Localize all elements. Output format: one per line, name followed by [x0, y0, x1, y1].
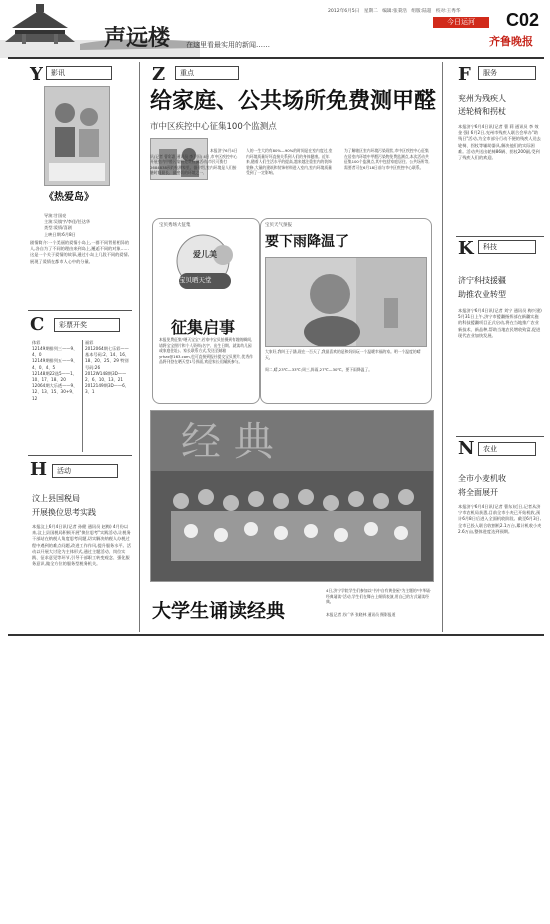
reading-headline: 大学生诵读经典 — [152, 600, 286, 622]
lottery-col2-title: 福彩 — [85, 340, 94, 345]
agri-title: 全市小麦机收 将全面展开 — [458, 474, 506, 497]
baby-smile-logo — [163, 231, 249, 301]
page-bottom-rule — [8, 634, 544, 636]
film-poster — [44, 86, 110, 186]
agri-body: 本报济宁6月4日讯(记者 曹东)近日,记者从济宁市农机局获悉,目前全市小麦已开始机收,预计6月8日后进入全面机收阶段。截至6月3日,全市已投入联合收割机2.1万台,累计机收小麦2.6万亩,整体进度达到预期。 — [458, 504, 542, 534]
right-divider-1 — [456, 236, 544, 237]
agri-label: 农业 — [478, 442, 536, 456]
section-title: 声远楼 — [104, 25, 171, 51]
agri-letter: N — [458, 438, 475, 459]
today-label: 今日运河 — [433, 17, 489, 28]
header-divider — [8, 57, 544, 59]
main-body-col3: 为了解辖区室内环境污染现状,市中区疾控中心征集在居室内环境中甲醛污染物免费监测点,本次活动共征集100个监测点,其中包括家庭居住、公共场所等,需要者可在6月18日前与市中区疾控中心联系。 — [344, 148, 430, 170]
weather-kicker: 宝贝天气预报 — [265, 223, 292, 228]
service-title: 兖州为残疾人 送轮椅和拐杖 — [458, 94, 506, 116]
film-title: 《热爱岛》 — [44, 192, 94, 203]
weather-forecast: 周二,晴,23℃—33℃;周三,阵雨,27℃—30℃。要下雨降温了。 — [265, 367, 373, 372]
lottery-col2: 2012064期七乐彩——基本号码:2、14、16、18、20、25、29 特别号码:26 2012W148期3D——2、6、10、13、21 2012149期3D——6、3、1 — [85, 346, 130, 395]
main-subhead: 市中区疾控中心征集100个监测点 — [150, 122, 277, 132]
reading-credit: 本报记者 苏广华 张晓林 通讯员 摄影报道 — [326, 612, 396, 617]
activity-label: 活动 — [52, 464, 118, 478]
weather-caption: 大家好,我叫王子涵,现在一百天了,我最喜欢的是和妈妈玩一个温暖幸福的家。明一个温度的晴天。 — [265, 349, 421, 360]
main-body-col2: 人的一生大约有80%—90%的时间是在室内度过,室内环境质量好坏直接关系到人们的身体健康。近年来,随着人们生活水平的提高,越来越注重室内的装饰装修,大量的建筑和装饰材料进入室内,室内环境质量受到了一定影响。 — [246, 148, 333, 176]
masthead — [0, 0, 550, 58]
recruit-headline: 征集启事 — [171, 318, 236, 337]
activity-title: 汶上县国税局 开展换位思考实践 — [32, 494, 96, 517]
page-code: C02 — [506, 10, 540, 30]
left-divider-2 — [28, 455, 132, 456]
recruit-body: 本报免费征集"晒天宝宝",若家中宝贝拍摄到有趣的瞬间,请将宝宝照片和个人资料(名字、出生日期、就读幼儿园或家庭住址)、家长联系方式,发送至邮箱yrhzx@163.com,也可直接到报社提交宝贝照片,优秀作品将刊登在晒天堂1号界面,欢迎家长们踊跃参与。 — [159, 337, 253, 365]
reading-photo — [150, 410, 434, 582]
lottery-col1-title: 体彩 — [32, 340, 41, 345]
tech-body: 本报济宁6月4日讯(记者 刘宁 通讯员 梅兴建) 5月31日上午,济宁市援疆指挥部在新疆实施的科技援疆项目正式启动,将在当地推广农业新技术、新品种,帮助当地农民增收致富,促进现代农业加快发展。 — [458, 308, 542, 338]
dateline: 2012年6月5日 星期二 编辑:张秉浩 组版:陆超 校对:王秀华 — [328, 9, 461, 14]
tech-label: 科技 — [478, 240, 536, 254]
film-letter: Y — [30, 64, 43, 85]
lottery-col1: 12149期排列三——9、4、0 12149期排列五——9、4、0、4、5 12148期22选5——1、10、17、18、20 12064期大乐透——9、12、13、15、30+9、12 — [32, 346, 78, 401]
lottery-letter: C — [30, 314, 45, 335]
film-credits: 导演:甘国亮 主演:吴镇宇/李佳/任达华 类型:爱情/喜剧 上映日期:6月8日 — [44, 213, 91, 237]
left-divider-1 — [28, 310, 132, 311]
weather-box — [260, 218, 432, 404]
film-label: 影讯 — [46, 66, 112, 80]
activity-body: 本报汶上6月4日讯(记者 孙健 通讯员 赵梅) 4月份以来,汶上县国税局积极开展"换位思考"实践活动,让税务干部站在纳税人角度思考问题,切实解决纳税人办税过程中遇到的难点问题,改进工作作风,提升服务水平。活动以开展大讨论为主体形式,通过主题活动、岗位实践、征求意见等环节,引导干部职工转变观念、强化服务意识,做全方位的服务型税务机关。 — [32, 524, 131, 567]
tech-letter: K — [458, 238, 474, 259]
activity-letter: H — [30, 459, 48, 480]
main-headline: 给家庭、公共场所免费测甲醛 — [150, 88, 437, 114]
brand-logo: 齐鲁晚报 — [489, 35, 533, 48]
tech-title: 济宁科技援疆 助推农业转型 — [458, 276, 506, 299]
left-column-rule — [139, 62, 140, 632]
reading-caption: 4日,济宁学院学生们参加以"书中自有黄金屋"为主题的"中华诵·经典诵读"活动,学生们在舞台上倾情表演,用自己的方式诵读经典。 — [326, 588, 431, 605]
service-label: 服务 — [478, 66, 536, 80]
svg-text:经 典: 经 典 — [181, 419, 274, 465]
recruit-logo-text: 爱儿美 — [193, 250, 217, 259]
slogan: 在这里看最实用的新闻…… — [186, 41, 270, 49]
recruit-box — [152, 218, 260, 404]
service-letter: F — [458, 64, 471, 85]
lottery-label: 彩票开奖 — [54, 318, 120, 332]
recruit-kicker: 宝贝秀场大征集 — [159, 223, 191, 228]
baby-photo — [265, 257, 427, 347]
topic-letter: Z — [152, 64, 166, 85]
film-intro: 剧情简介:一个美丽的爱情小岛上,一群不同背景相异的人,各自为了不同的理由来到岛上,邂逅不同的对象……这是一个关于爱情的故事,通过小岛上几段不同的爱情,展现了爱情在都市人心中的分量。 — [30, 240, 130, 264]
recruit-badge: 宝贝晒天堂 — [179, 276, 212, 284]
topic-label: 重点 — [175, 66, 239, 80]
right-divider-2 — [456, 436, 544, 437]
weather-headline: 要下雨降温了 — [265, 234, 349, 250]
right-column-rule — [442, 62, 443, 632]
main-body-col1: 本报济宁6月4日讯(记者 曹彩惠 通讯员 李卫国) 4日,市中区疾控中心开展室内甲醛污染物免费检测活动,市民可拨打2684838预约检测家里。据介绍,室内环境是人们接触时间最长、最密切的环境之一, — [150, 148, 238, 176]
lottery-divider — [82, 340, 83, 452]
service-body: 本报济宁6月4日讯(记者 曹 莉 通讯员 李 效 金 强) 6月2日,兖州市残疾人联合会举办"助残日"活动,为全市部分行动不便的残疾人送去轮椅、拐杖等辅助器具,解决他们的实际困难。活动共送出轮椅86辆、拐杖200副,受到了残疾人们的欢迎。 — [458, 124, 541, 161]
